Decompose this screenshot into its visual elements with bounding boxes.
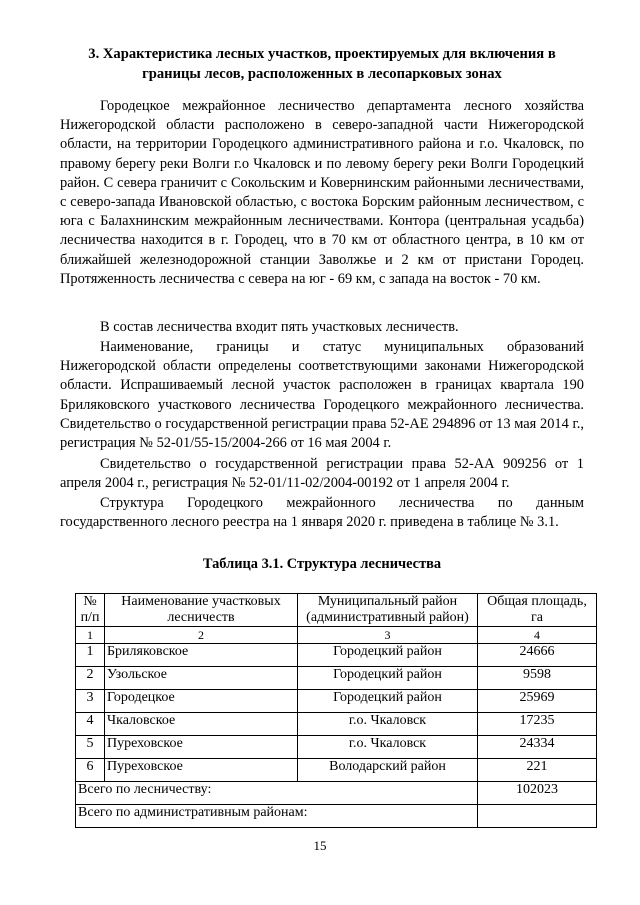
row-area: 25969 [478,690,597,713]
column-index: 3 [298,627,478,644]
row-district: г.о. Чкаловск [298,736,478,759]
row-area: 9598 [478,667,597,690]
table-caption: Таблица 3.1. Структура лесничества [202,556,442,572]
paragraph-2: В состав лесничества входит пять участковых лесничеств. [100,319,459,335]
row-num: 5 [76,736,105,759]
row-district: Городецкий район [298,667,478,690]
total-admin-row [76,805,597,828]
row-district: Городецкий район [298,644,478,667]
forestry-structure-table [75,593,597,828]
row-num: 2 [76,667,105,690]
row-area: 221 [478,759,597,782]
row-area: 24666 [478,644,597,667]
row-name: Бриляковское [105,644,298,667]
table-header-row [76,594,597,627]
row-district: Володарский район [298,759,478,782]
total-admin-label: Всего по административным районам: [76,805,478,828]
header-area: Общая площадь, га [478,594,597,627]
column-index: 2 [105,627,298,644]
table-row [76,759,597,782]
column-index: 4 [478,627,597,644]
row-num: 6 [76,759,105,782]
paragraph-4: Свидетельство о государственной регистрации права 52-АА 909256 от 1 апреля 2004 г., регистрация № 52-01/11-02/2004-00192 от 1 апреля 2004 г. [60,456,584,492]
header-district: Муниципальный район (административный район) [298,594,478,627]
table-row [76,736,597,759]
paragraph-5: Структура Городецкого межрайонного лесничества по данным государственного лесного реестра на 1 января 2020 г. приведена в таблице № 3.1. [60,495,584,531]
row-district: г.о. Чкаловск [298,713,478,736]
row-district: Городецкий район [298,690,478,713]
row-name: Чкаловское [105,713,298,736]
row-num: 4 [76,713,105,736]
row-area: 24334 [478,736,597,759]
row-name: Пуреховское [105,759,298,782]
column-index: 1 [76,627,105,644]
table-row [76,690,597,713]
table-row [76,713,597,736]
row-num: 3 [76,690,105,713]
total-forestry-value: 102023 [478,782,597,805]
row-num: 1 [76,644,105,667]
row-area: 17235 [478,713,597,736]
column-index-row [76,627,597,644]
row-name: Узольское [105,667,298,690]
row-name: Пуреховское [105,736,298,759]
header-name: Наименование участковых лесничеств [105,594,298,627]
page-number: 15 [313,838,327,853]
total-admin-value [478,805,597,828]
paragraph-1: Городецкое межрайонное лесничество департамента лесного хозяйства Нижегородской области расположено в северо-западной части Нижегородской области, на территории Городецкого административного района и г.о. Чкаловск, по правому берегу реки Волги г.о Чкаловск и по левому берегу реки Волги Городецкий район. С севера граничит с Сокольским и Ковернинским районными лесничествами, с северо-запада Ивановской областью, с востока Борским районным лесничеством, с юга с Балахнинским межрайонным лесничествами. Контора (центральная усадьба) лесничества находится в г. Городец, что в 70 км от областного центра, в 10 км от ближайшей железнодорожной станции Заволжье и 2 км от пристани Городец. Протяженность лесничества с севера на юг - 69 км, с запада на восток - 70 км. [60,98,584,287]
row-name: Городецкое [105,690,298,713]
header-num: № п/п [76,594,105,627]
total-forestry-row [76,782,597,805]
paragraph-3: Наименование, границы и статус муниципальных образований Нижегородской области определены соответствующими законами Нижегородской области. Испрашиваемый лесной участок расположен в границах квартала 190 Бриляковского участкового лесничества Городецкого межрайонного лесничества. Свидетельство о государственной регистрации права 52-АЕ 294896 от 13 мая 2014 г., регистрация № 52-01/55-15/2004-266 от 16 мая 2004 г. [60,339,584,452]
total-forestry-label: Всего по лесничеству: [76,782,478,805]
table-row [76,644,597,667]
section-heading: 3. Характеристика лесных участков, проектируемых для включения в границы лесов, расположенных в лесопарковых зонах [88,46,556,82]
table-row [76,667,597,690]
